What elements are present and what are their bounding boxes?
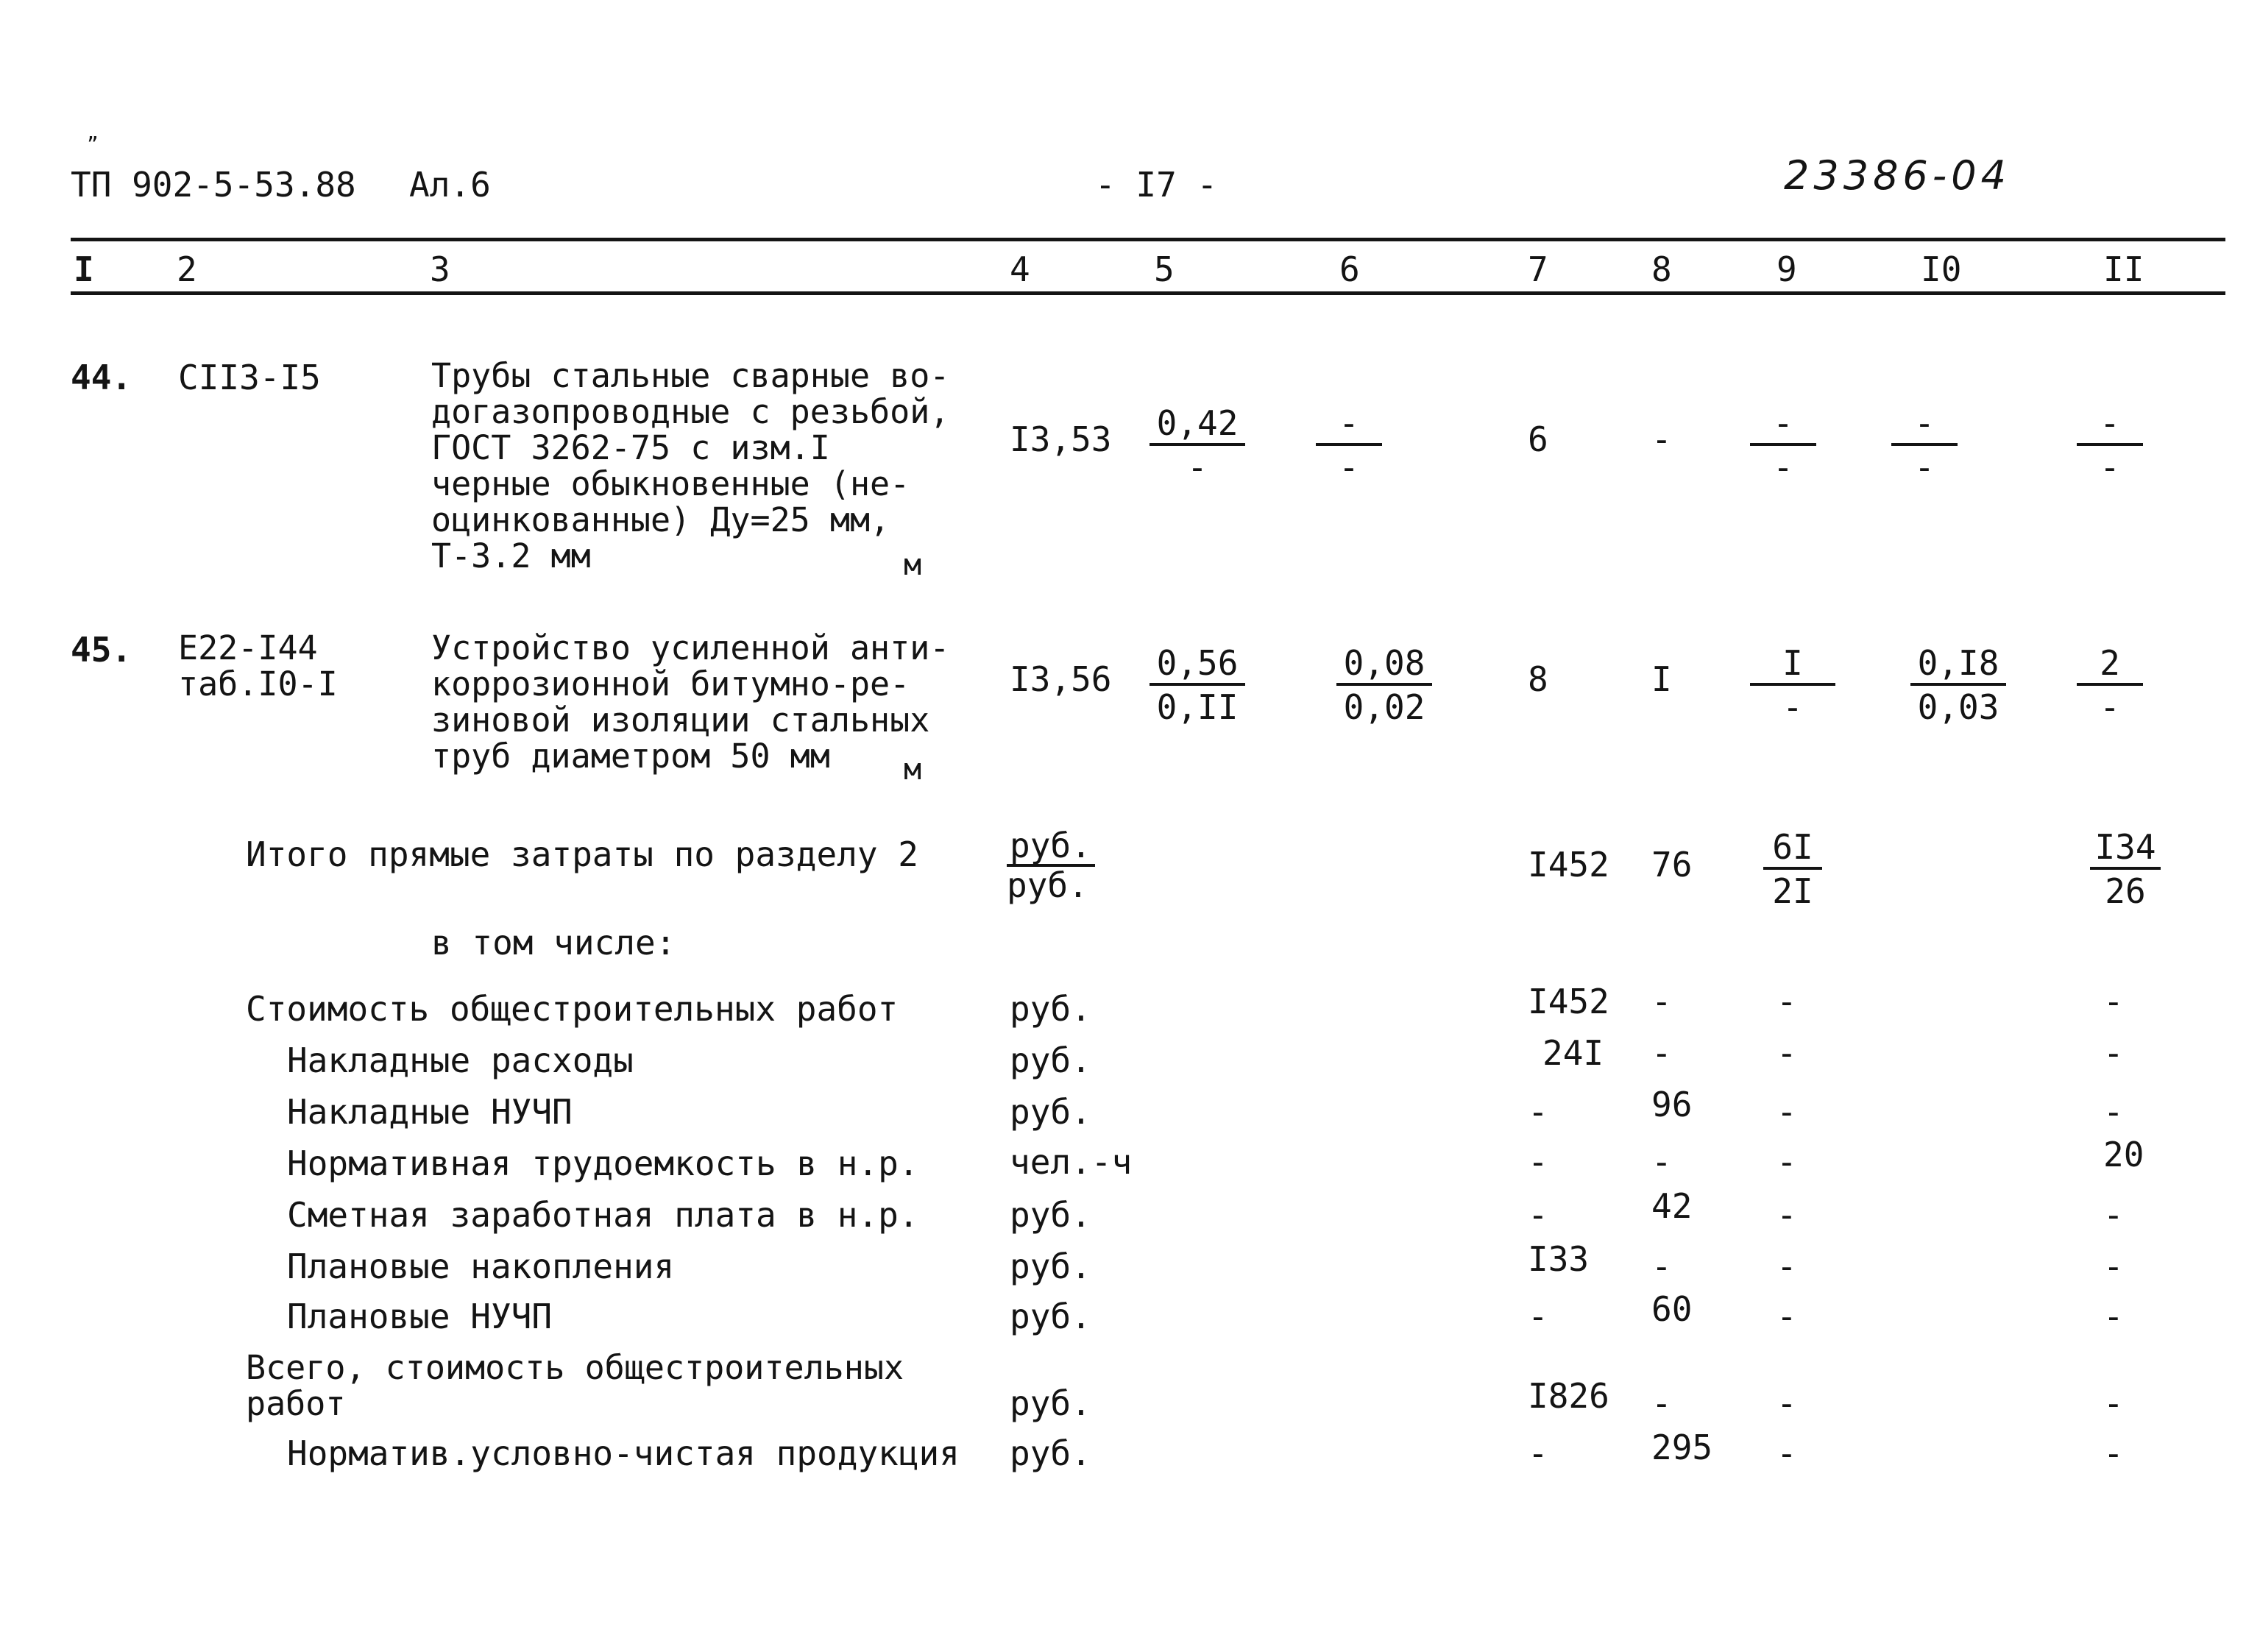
summary-col8: - [1651, 1247, 1672, 1286]
summary-label: Всего, стоимость общестроительных работ [246, 1348, 904, 1423]
column-header: I0 [1921, 249, 1962, 289]
summary-unit: руб. [1010, 1383, 1091, 1423]
summary-col9: - [1777, 982, 1797, 1021]
summary-unit: руб. [1010, 1195, 1091, 1235]
summary-label: Накладные расходы [287, 1041, 634, 1080]
summary-col8: - [1651, 1033, 1672, 1073]
summary-unit: руб. [1010, 1433, 1091, 1473]
summary-unit: руб. [1010, 1247, 1091, 1286]
summary-label: Норматив.условно-чистая продукция [287, 1433, 960, 1473]
doc-code: ТП 902-5-53.88 [71, 165, 356, 205]
cell-col7: 6 [1528, 419, 1548, 459]
summary-col8: - [1651, 982, 1672, 1021]
summary-col11: - [2103, 1247, 2124, 1286]
summary-col9: - [1777, 1033, 1797, 1073]
summary-col9: - [1777, 1433, 1797, 1473]
item-description: Трубы стальные сварные во- догазопроводные с резьбой, ГОСТ 3262-75 с изм.I черные обыкновенные (не- оцинкованные) Ду=25 мм, Т-3.2 мм [431, 356, 950, 575]
summary-col9: - [1777, 1247, 1797, 1286]
summary-col11: - [2103, 1383, 2124, 1423]
summary-col11: - [2103, 1195, 2124, 1235]
summary-col11: - [2103, 982, 2124, 1021]
summary-unit: руб. [1010, 1092, 1091, 1132]
cell-col6-fraction: $\frac{0,08}{0,02}$ [1336, 646, 1432, 724]
column-header: 9 [1777, 249, 1797, 289]
summary-col7: - [1528, 1092, 1548, 1132]
summary-col7: - [1528, 1142, 1548, 1182]
header-rule-top [71, 238, 2225, 241]
corner-mark: „ [87, 122, 99, 144]
column-header: 4 [1010, 249, 1030, 289]
summary-col9: - [1777, 1297, 1797, 1336]
summary-label: Нормативная трудоемкость в н.р. [287, 1144, 919, 1183]
cell-col5-fraction: $\frac{0,56}{0,II}$ [1150, 646, 1245, 724]
cell-col10-fraction: $\frac{0,I8}{0,03}$ [1910, 646, 2006, 724]
summary-col8: 42 [1651, 1186, 1693, 1226]
summary-col7: I452 [1528, 982, 1609, 1021]
summary-col7: - [1528, 1195, 1548, 1235]
column-header: 7 [1528, 249, 1548, 289]
summary-col9: - [1777, 1142, 1797, 1182]
summary-col11: - [2103, 1433, 2124, 1473]
column-header: 5 [1154, 249, 1175, 289]
cell-col5-fraction: 0,42 - [1150, 406, 1245, 484]
summary-unit: руб. [1010, 1041, 1091, 1080]
summary-label: Сметная заработная плата в н.р. [287, 1195, 919, 1235]
summary-col7: I826 [1528, 1376, 1609, 1416]
column-header: I [74, 249, 94, 289]
summary-col11: - [2103, 1092, 2124, 1132]
summary-col7: 24I [1542, 1033, 1604, 1073]
cell-col8: I [1651, 659, 1672, 699]
summary-col11: - [2103, 1033, 2124, 1073]
summary-col8: 96 [1651, 1085, 1693, 1124]
total-col11-fraction: $\frac{I34}{26}$ [2090, 830, 2161, 908]
summary-col8: 295 [1651, 1428, 1713, 1467]
cell-col11-fraction: 2 - [2077, 646, 2143, 724]
summary-col11: - [2103, 1297, 2124, 1336]
header-rule-bottom [71, 291, 2225, 295]
unit-label: м [904, 548, 922, 582]
album-number: Ал.6 [409, 165, 491, 205]
summary-col8: - [1651, 1142, 1672, 1182]
summary-unit: руб. [1010, 1297, 1091, 1336]
summary-label: Плановые накопления [287, 1247, 675, 1286]
column-header: 8 [1651, 249, 1672, 289]
handwritten-number: 23386-04 [1784, 152, 2011, 199]
summary-col7: - [1528, 1433, 1548, 1473]
price-code: Е22-I44 таб.I0-I [178, 628, 338, 703]
total-col8: 76 [1651, 845, 1693, 885]
summary-unit: чел.-ч [1010, 1142, 1133, 1182]
total-col9-fraction: $\frac{6I}{2I}$ [1763, 830, 1822, 908]
column-header: 6 [1339, 249, 1360, 289]
cell-col9-fraction: I - [1750, 646, 1835, 724]
cell-col4: I3,53 [1010, 419, 1112, 459]
summary-col9: - [1777, 1195, 1797, 1235]
summary-label: Стоимость общестроительных работ [246, 989, 899, 1029]
column-header: 3 [430, 249, 450, 289]
item-description: Устройство усиленной анти- коррозионной битумно-ре- зиновой изоляции стальных труб диаметром 50 мм [431, 628, 950, 776]
total-label: Итого прямые затраты по разделу 2 [246, 834, 918, 874]
cell-col10-fraction: - - [1891, 406, 1958, 484]
summary-col11: 20 [2103, 1135, 2144, 1174]
summary-col8: 60 [1651, 1289, 1693, 1329]
cell-col6-fraction: - - [1316, 406, 1382, 484]
price-code: СII3-I5 [178, 358, 321, 397]
summary-col8: - [1651, 1383, 1672, 1423]
summary-col7: I33 [1528, 1239, 1590, 1279]
cell-col11-fraction: - - [2077, 406, 2143, 484]
summary-col7: - [1528, 1297, 1548, 1336]
column-header: 2 [177, 249, 197, 289]
summary-col9: - [1777, 1092, 1797, 1132]
summary-label: Накладные НУЧП [287, 1092, 573, 1132]
cell-col4: I3,56 [1010, 659, 1112, 699]
cell-col9-fraction: - - [1750, 406, 1816, 484]
summary-unit: руб. [1010, 989, 1091, 1029]
summary-col9: - [1777, 1383, 1797, 1423]
including-label: в том числе: [431, 923, 676, 963]
row-number: 44. [71, 358, 132, 397]
unit-label: м [904, 753, 922, 787]
page-number: - I7 - [1095, 165, 1218, 205]
column-header: II [2103, 249, 2144, 289]
row-number: 45. [71, 630, 132, 670]
total-unit-fraction: руб. руб. [1007, 829, 1095, 902]
total-col7: I452 [1528, 845, 1609, 885]
summary-label: Плановые НУЧП [287, 1297, 553, 1336]
cell-col7: 8 [1528, 659, 1548, 699]
cell-col8: - [1651, 419, 1672, 459]
